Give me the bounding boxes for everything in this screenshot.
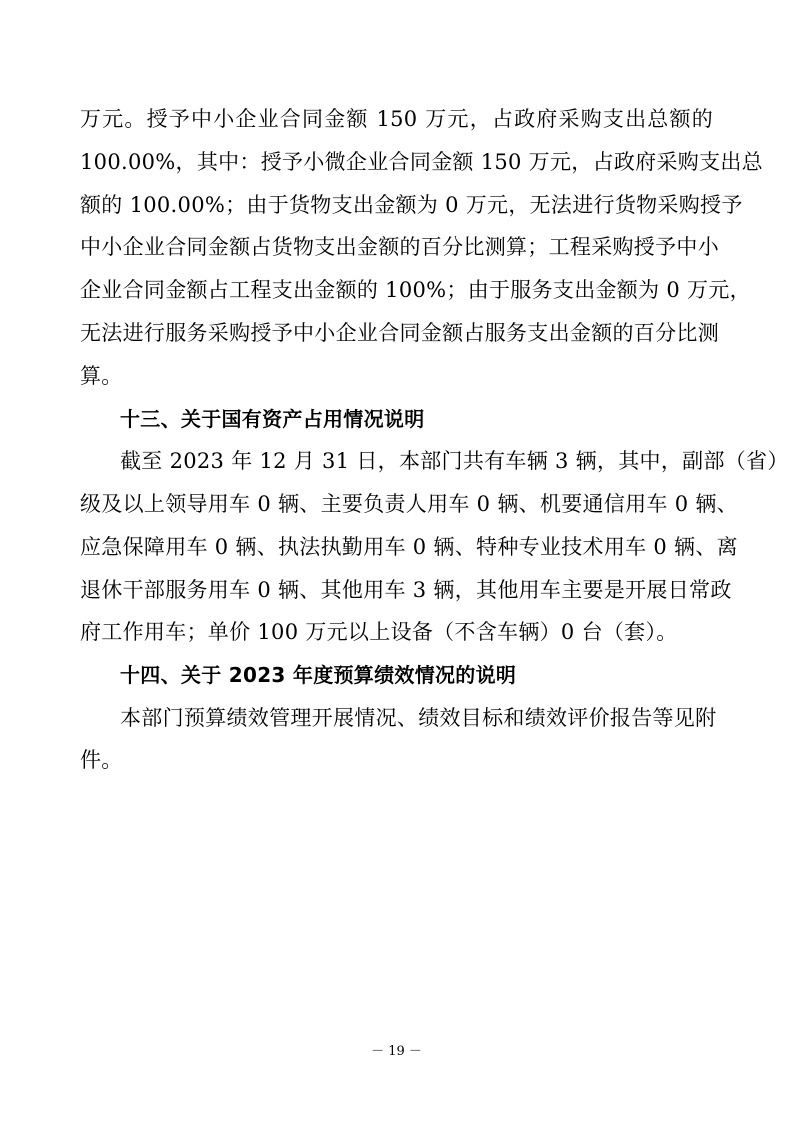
paragraph-line: 应急保障用车 0 辆、执法执勤用车 0 辆、特种专业技术用车 0 辆、离 (80, 535, 738, 559)
paragraph-line: 件。 (80, 748, 123, 772)
paragraph-line: 级及以上领导用车 0 辆、主要负责人用车 0 辆、机要通信用车 0 辆、 (80, 492, 738, 516)
paragraph-line: 算。 (80, 364, 123, 388)
section-heading-13: 十三、关于国有资产占用情况说明 (120, 407, 425, 431)
page-number: － 19 － (371, 1044, 422, 1059)
paragraph-line: 退休干部服务用车 0 辆、其他用车 3 辆，其他用车主要是开展日常政 (80, 578, 732, 602)
section-heading-14: 十四、关于 2023 年度预算绩效情况的说明 (120, 663, 517, 687)
paragraph-line: 中小企业合同金额占货物支出金额的百分比测算；工程采购授予中小 (80, 235, 719, 259)
paragraph-line: 企业合同金额占工程支出金额的 100%；由于服务支出金额为 0 万元， (80, 278, 751, 302)
paragraph-line: 万元。授予中小企业合同金额 150 万元，占政府采购支出总额的 (80, 107, 713, 131)
paragraph-line: 府工作用车；单价 100 万元以上设备（不含车辆）0 台（套）。 (80, 620, 678, 644)
paragraph-line: 截至 2023 年 12 月 31 日，本部门共有车辆 3 辆，其中，副部（省） (120, 449, 789, 473)
paragraph-line: 额的 100.00%；由于货物支出金额为 0 万元，无法进行货物采购授予 (80, 193, 743, 217)
paragraph-line: 本部门预算绩效管理开展情况、绩效目标和绩效评价报告等见附 (120, 706, 717, 730)
paragraph-line: 无法进行服务采购授予中小企业合同金额占服务支出金额的百分比测 (80, 321, 719, 345)
paragraph-line: 100.00%，其中：授予小微企业合同金额 150 万元，占政府采购支出总 (80, 150, 763, 174)
